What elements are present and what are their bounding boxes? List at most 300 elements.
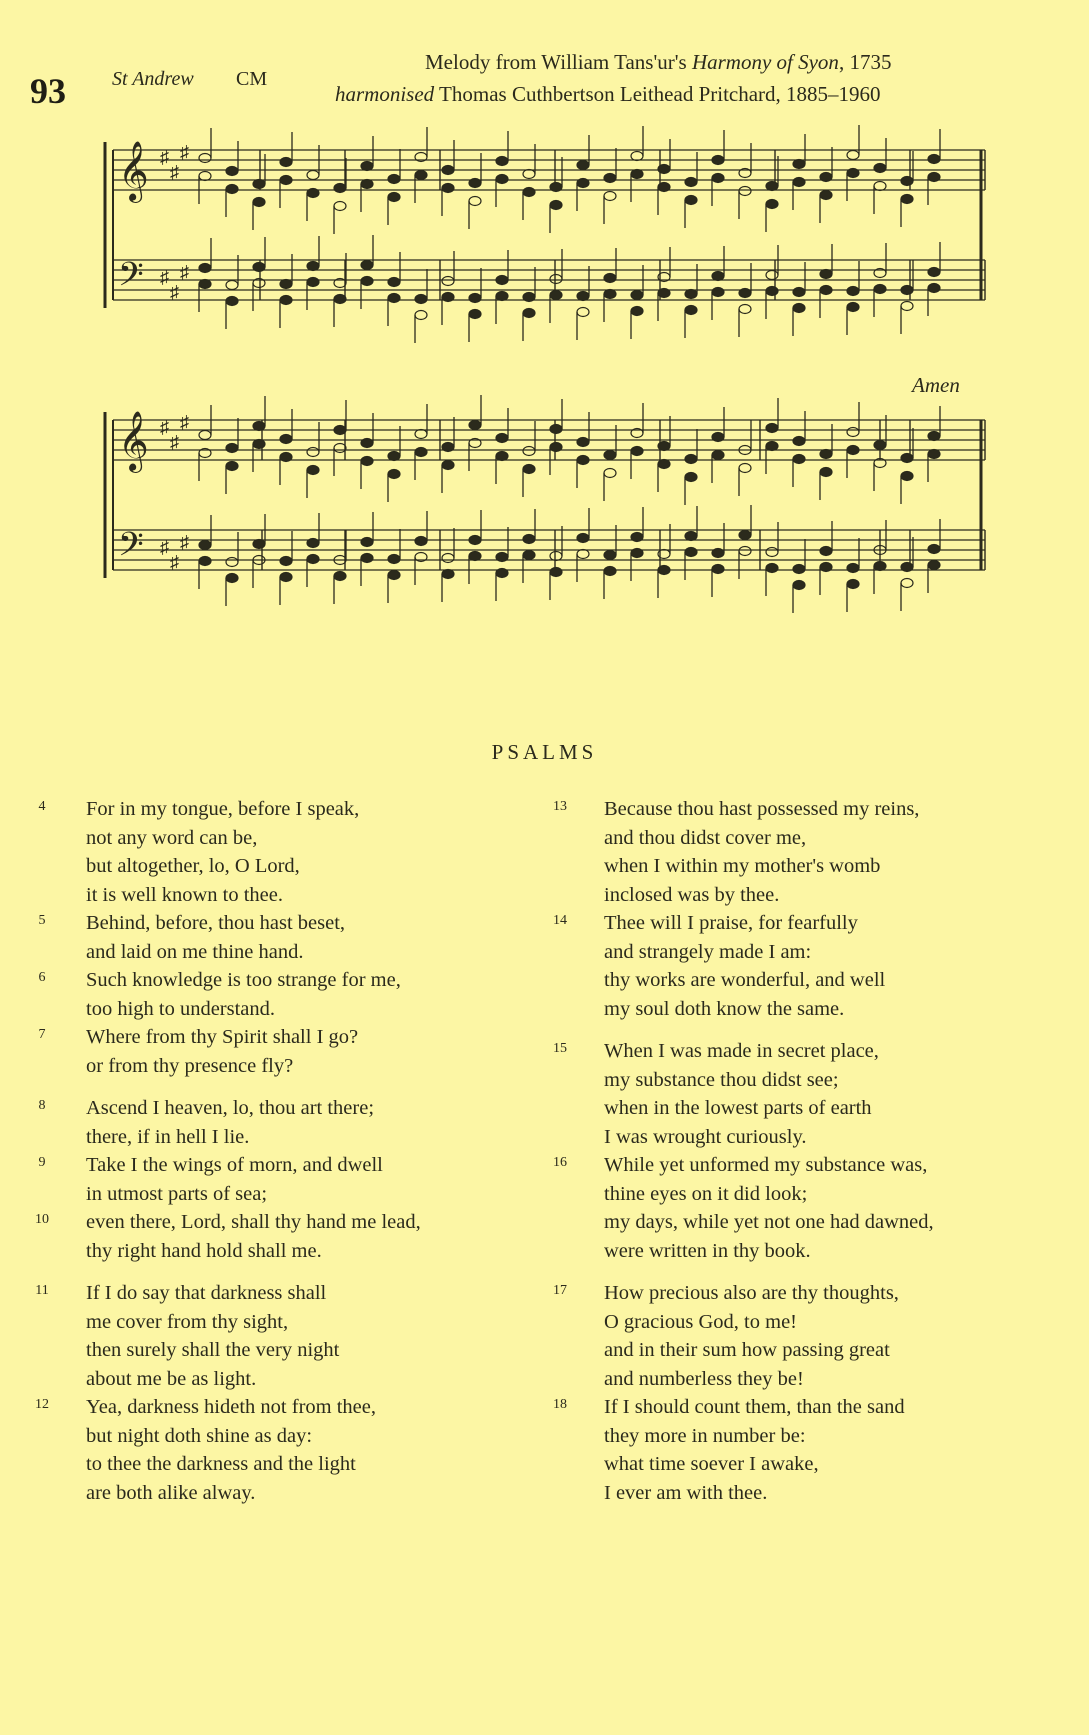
note-head — [712, 288, 724, 297]
verse-line: in utmost parts of sea; — [86, 1182, 268, 1205]
note-head — [226, 558, 238, 567]
note-head — [712, 433, 724, 442]
verse-line: and laid on me thine hand. — [86, 940, 304, 963]
note-head — [604, 174, 616, 183]
verse-17 — [548, 1279, 1018, 1393]
note-head — [226, 462, 238, 471]
verse-line: Yea, darkness hideth not from thee, — [86, 1396, 376, 1418]
note-head — [928, 561, 940, 570]
note-head — [307, 262, 319, 271]
note-head — [496, 157, 508, 166]
note-head — [874, 441, 886, 450]
note-head — [847, 428, 859, 437]
verse-line: my days, while yet not one had dawned, — [604, 1211, 934, 1233]
note-head — [793, 455, 805, 464]
verse-line: Thee will I praise, for fearfully — [604, 912, 858, 934]
note-head — [604, 469, 616, 478]
verse-5 — [30, 909, 500, 966]
note-head — [280, 557, 292, 566]
harmonised-label: harmonised — [335, 82, 435, 106]
note-head — [469, 552, 481, 561]
note-head — [199, 431, 211, 440]
note-head — [658, 460, 670, 469]
left-column — [30, 795, 500, 1507]
note-head — [496, 553, 508, 562]
stanza-gap — [548, 1023, 1018, 1037]
verse-number: 5 — [38, 913, 46, 928]
verse-number: 4 — [38, 799, 46, 814]
note-head — [199, 154, 211, 163]
note-head — [307, 171, 319, 180]
note-head — [874, 285, 886, 294]
note-head — [604, 551, 616, 560]
note-head — [361, 457, 373, 466]
note-head — [712, 156, 724, 165]
note-head — [847, 446, 859, 455]
note-head — [577, 456, 589, 465]
note-head — [253, 198, 265, 207]
note-head — [307, 466, 319, 475]
note-head — [793, 178, 805, 187]
note-head — [577, 179, 589, 188]
note-head — [874, 164, 886, 173]
verse-15 — [548, 1037, 1018, 1151]
note-head — [280, 296, 292, 305]
note-head — [901, 286, 913, 295]
note-head — [334, 426, 346, 435]
verse-line: thy works are wonderful, and well — [604, 969, 886, 991]
note-head — [820, 270, 832, 279]
music-score — [0, 0, 1089, 640]
note-head — [685, 455, 697, 464]
verse-line: but altogether, lo, O Lord, — [86, 855, 300, 877]
verse-line: How precious also are thy thoughts, — [604, 1282, 899, 1304]
note-head — [253, 540, 265, 549]
note-head — [604, 290, 616, 299]
note-head — [415, 171, 427, 180]
note-head — [361, 162, 373, 171]
verse-10 — [30, 1208, 500, 1265]
note-head — [793, 581, 805, 590]
note-head — [820, 191, 832, 200]
note-head — [766, 200, 778, 209]
verse-number: 16 — [553, 1155, 567, 1170]
note-head — [847, 169, 859, 178]
verse-number: 14 — [553, 913, 567, 928]
note-head — [766, 548, 778, 557]
verse-line: are both alike alway. — [86, 1481, 256, 1504]
stanza-gap — [30, 1265, 500, 1279]
verse-line: Where from thy Spirit shall I go? — [86, 1026, 359, 1048]
note-head — [415, 430, 427, 439]
note-head — [550, 443, 562, 452]
note-head — [874, 562, 886, 571]
note-head — [199, 541, 211, 550]
harmonised-by: Thomas Cuthbertson Leithead Pritchard, 1885–1960 — [439, 82, 881, 106]
note-head — [226, 574, 238, 583]
note-head — [712, 549, 724, 558]
tune-name: St Andrew — [112, 68, 194, 90]
verse-line: too high to understand. — [86, 997, 276, 1020]
note-head — [793, 565, 805, 574]
verse-8 — [30, 1094, 500, 1151]
note-head — [280, 280, 292, 289]
verse-number: 10 — [35, 1212, 49, 1227]
verse-13 — [548, 795, 1018, 909]
note-head — [253, 422, 265, 431]
note-head — [523, 535, 535, 544]
hymn-number: 93 — [30, 71, 66, 111]
verse-14 — [548, 909, 1018, 1023]
stanza-gap — [30, 1080, 500, 1094]
note-head — [550, 568, 562, 577]
note-head — [685, 196, 697, 205]
verse-line: my soul doth know the same. — [604, 997, 845, 1020]
sharp-sign: ♯ — [180, 412, 189, 432]
verse-line: I ever am with thee. — [604, 1481, 768, 1504]
note-head — [361, 538, 373, 547]
note-head — [766, 287, 778, 296]
bass-clef: 𝄢 — [118, 256, 144, 302]
verse-line: and strangely made I am: — [604, 940, 812, 963]
verse-7 — [30, 1023, 500, 1080]
note-head — [928, 268, 940, 277]
note-head — [496, 175, 508, 184]
note-head — [820, 563, 832, 572]
verse-line: If I should count them, than the sand — [604, 1396, 905, 1418]
verse-line: Ascend I heaven, lo, thou art there; — [86, 1097, 375, 1119]
note-head — [658, 289, 670, 298]
verse-18 — [548, 1393, 1018, 1507]
sharp-sign: ♯ — [170, 282, 179, 302]
note-head — [442, 570, 454, 579]
verse-line: or from thy presence fly? — [86, 1054, 294, 1077]
note-head — [928, 284, 940, 293]
note-head — [334, 202, 346, 211]
note-head — [901, 302, 913, 311]
note-head — [199, 557, 211, 566]
note-head — [874, 182, 886, 191]
note-head — [280, 158, 292, 167]
note-head — [712, 565, 724, 574]
note-head — [550, 275, 562, 284]
note-head — [280, 573, 292, 582]
note-head — [631, 170, 643, 179]
note-head — [685, 532, 697, 541]
note-head — [604, 567, 616, 576]
note-head — [712, 451, 724, 460]
verse-line: I was wrought curiously. — [604, 1125, 807, 1148]
note-head — [928, 545, 940, 554]
verse-line: thine eyes on it did look; — [604, 1182, 808, 1205]
verse-line: it is well known to thee. — [86, 883, 284, 906]
verse-line: inclosed was by thee. — [604, 883, 780, 906]
sharp-sign: ♯ — [180, 142, 189, 162]
note-head — [820, 286, 832, 295]
note-head — [793, 304, 805, 313]
note-head — [928, 450, 940, 459]
note-head — [550, 425, 562, 434]
note-head — [577, 292, 589, 301]
verse-line: when in the lowest parts of earth — [604, 1097, 872, 1119]
note-head — [847, 580, 859, 589]
note-head — [334, 184, 346, 193]
note-head — [631, 533, 643, 542]
verse-line: when I within my mother's womb — [604, 855, 881, 877]
note-head — [307, 278, 319, 287]
note-head — [766, 442, 778, 451]
note-head — [766, 182, 778, 191]
note-head — [847, 303, 859, 312]
note-head — [712, 174, 724, 183]
note-head — [685, 290, 697, 299]
note-head — [388, 452, 400, 461]
note-head — [442, 277, 454, 286]
note-head — [442, 461, 454, 470]
note-head — [550, 183, 562, 192]
note-head — [901, 177, 913, 186]
note-head — [361, 277, 373, 286]
note-head — [361, 554, 373, 563]
sharp-sign: ♯ — [180, 532, 189, 552]
note-head — [631, 291, 643, 300]
note-head — [577, 161, 589, 170]
note-head — [604, 192, 616, 201]
note-head — [901, 472, 913, 481]
note-head — [361, 180, 373, 189]
note-head — [523, 551, 535, 560]
note-head — [793, 160, 805, 169]
note-head — [631, 307, 643, 316]
verse-line: me cover from thy sight, — [86, 1310, 289, 1333]
note-head — [928, 155, 940, 164]
note-head — [523, 188, 535, 197]
treble-clef: 𝄞 — [118, 411, 149, 471]
verse-line: to thee the darkness and the light — [86, 1453, 356, 1475]
note-head — [712, 272, 724, 281]
note-head — [577, 438, 589, 447]
note-head — [226, 444, 238, 453]
verse-line: there, if in hell I lie. — [86, 1125, 250, 1148]
note-head — [523, 293, 535, 302]
note-head — [469, 310, 481, 319]
note-head — [469, 421, 481, 430]
note-head — [469, 179, 481, 188]
note-head — [226, 167, 238, 176]
right-column — [548, 795, 1018, 1507]
note-head — [577, 308, 589, 317]
verse-16 — [548, 1151, 1018, 1265]
note-head — [307, 555, 319, 564]
note-head — [388, 555, 400, 564]
note-head — [766, 564, 778, 573]
note-head — [577, 550, 589, 559]
note-head — [307, 189, 319, 198]
sharp-sign: ♯ — [160, 417, 169, 437]
note-head — [280, 435, 292, 444]
note-head — [253, 263, 265, 272]
verse-number: 9 — [38, 1155, 46, 1170]
bass-clef: 𝄢 — [118, 526, 144, 572]
verse-number: 6 — [38, 970, 46, 985]
verse-number: 15 — [553, 1041, 567, 1056]
sharp-sign: ♯ — [170, 552, 179, 572]
note-head — [388, 294, 400, 303]
note-head — [928, 173, 940, 182]
note-head — [658, 566, 670, 575]
sharp-sign: ♯ — [160, 147, 169, 167]
note-head — [928, 432, 940, 441]
note-head — [226, 281, 238, 290]
note-head — [496, 452, 508, 461]
note-head — [631, 549, 643, 558]
note-head — [334, 444, 346, 453]
note-head — [793, 288, 805, 297]
verse-line: what time soever I awake, — [604, 1453, 819, 1475]
note-head — [631, 152, 643, 161]
note-head — [901, 563, 913, 572]
verse-line: thy right hand hold shall me. — [86, 1239, 322, 1262]
verse-line: and numberless they be! — [604, 1367, 804, 1390]
verse-line: were written in thy book. — [604, 1239, 811, 1262]
note-head — [415, 537, 427, 546]
note-head — [280, 176, 292, 185]
sharp-sign: ♯ — [180, 262, 189, 282]
verse-line: and thou didst cover me, — [604, 826, 807, 849]
verse-12 — [30, 1393, 500, 1507]
verse-line: For in my tongue, before I speak, — [86, 798, 360, 820]
verse-11 — [30, 1279, 500, 1393]
treble-clef: 𝄞 — [118, 141, 149, 201]
verse-number: 12 — [35, 1397, 49, 1412]
note-head — [658, 183, 670, 192]
note-head — [577, 534, 589, 543]
note-head — [523, 170, 535, 179]
note-head — [739, 289, 751, 298]
verse-number: 7 — [38, 1027, 46, 1042]
note-head — [766, 271, 778, 280]
note-head — [226, 297, 238, 306]
note-head — [442, 443, 454, 452]
verse-number: 13 — [553, 799, 567, 814]
verse-number: 18 — [553, 1397, 567, 1412]
note-head — [739, 531, 751, 540]
note-head — [334, 572, 346, 581]
note-head — [253, 440, 265, 449]
note-head — [523, 465, 535, 474]
note-head — [685, 178, 697, 187]
note-head — [442, 554, 454, 563]
note-head — [469, 536, 481, 545]
note-head — [604, 274, 616, 283]
note-head — [901, 579, 913, 588]
verse-line: then surely shall the very night — [86, 1339, 340, 1361]
note-head — [388, 278, 400, 287]
note-head — [496, 276, 508, 285]
note-head — [685, 306, 697, 315]
note-head — [361, 261, 373, 270]
note-head — [820, 450, 832, 459]
melody-credit-prefix: Melody from William Tans'ur's — [425, 50, 687, 74]
note-head — [361, 439, 373, 448]
note-head — [847, 287, 859, 296]
note-head — [847, 564, 859, 573]
verse-line: even there, Lord, shall thy hand me lead, — [86, 1211, 421, 1233]
verse-line: Behind, before, thou hast beset, — [86, 912, 346, 934]
note-head — [307, 448, 319, 457]
melody-year: , 1735 — [838, 50, 892, 74]
melody-source: Harmony of Syon — [691, 50, 839, 74]
sharp-sign: ♯ — [170, 432, 179, 452]
note-head — [523, 309, 535, 318]
verse-6 — [30, 966, 500, 1023]
note-head — [550, 201, 562, 210]
note-head — [847, 151, 859, 160]
note-head — [334, 295, 346, 304]
verse-number: 8 — [38, 1098, 46, 1113]
note-head — [820, 468, 832, 477]
note-head — [469, 197, 481, 206]
sharp-sign: ♯ — [160, 267, 169, 287]
note-head — [226, 185, 238, 194]
stanza-gap — [548, 1265, 1018, 1279]
note-head — [739, 305, 751, 314]
amen-label: Amen — [912, 373, 960, 397]
sharp-sign: ♯ — [170, 162, 179, 182]
note-head — [496, 569, 508, 578]
sharp-sign: ♯ — [160, 537, 169, 557]
meter: CM — [236, 68, 268, 90]
verse-line: Such knowledge is too strange for me, — [86, 969, 401, 991]
verse-line: O gracious God, to me! — [604, 1310, 797, 1333]
verse-4 — [30, 795, 500, 909]
note-head — [550, 552, 562, 561]
note-head — [550, 291, 562, 300]
note-head — [523, 447, 535, 456]
note-head — [820, 173, 832, 182]
note-head — [739, 464, 751, 473]
note-head — [388, 175, 400, 184]
verse-number: 17 — [553, 1283, 567, 1298]
note-head — [388, 571, 400, 580]
note-head — [307, 539, 319, 548]
note-head — [793, 437, 805, 446]
verse-line: my substance thou didst see; — [604, 1068, 839, 1091]
note-head — [442, 293, 454, 302]
verse-line: Because thou hast possessed my reins, — [604, 798, 920, 820]
note-head — [415, 448, 427, 457]
note-head — [604, 451, 616, 460]
note-head — [415, 311, 427, 320]
verse-line: While yet unformed my substance was, — [604, 1154, 928, 1176]
section-title: PSALMS — [491, 740, 598, 764]
note-head — [199, 280, 211, 289]
verse-line: and in their sum how passing great — [604, 1339, 890, 1361]
note-head — [469, 294, 481, 303]
note-head — [901, 454, 913, 463]
note-head — [496, 292, 508, 301]
note-head — [388, 193, 400, 202]
note-head — [658, 165, 670, 174]
note-head — [658, 442, 670, 451]
note-head — [415, 295, 427, 304]
verse-line: If I do say that darkness shall — [86, 1282, 327, 1304]
note-head — [280, 453, 292, 462]
note-head — [496, 434, 508, 443]
verse-line: When I was made in secret place, — [604, 1040, 879, 1062]
note-head — [739, 547, 751, 556]
note-head — [766, 424, 778, 433]
